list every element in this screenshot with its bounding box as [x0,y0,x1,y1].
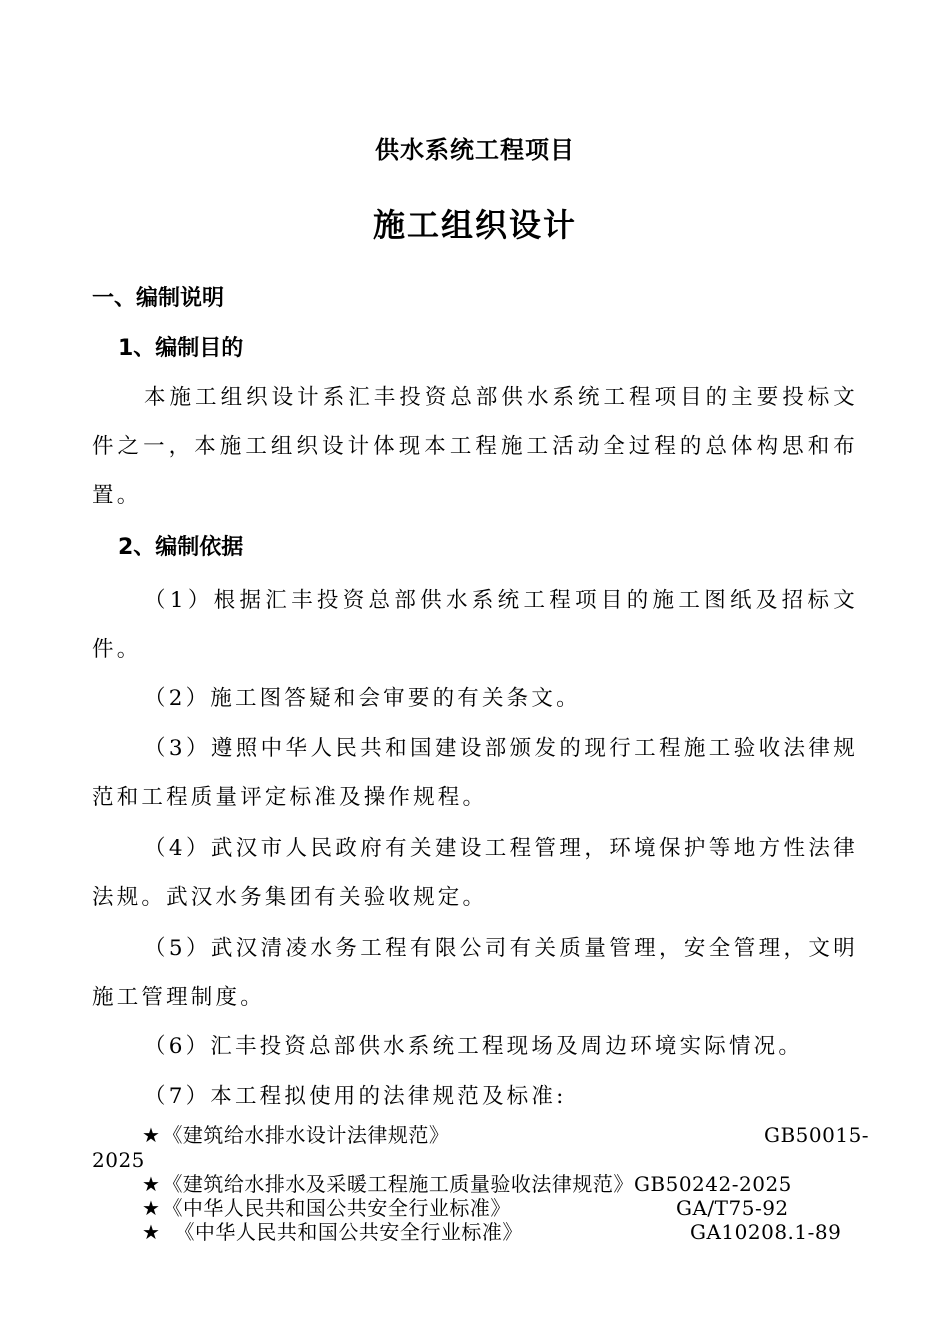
standard-name: 《建筑给水排水及采暖工程施工质量验收法律规范》 [162,1172,634,1196]
basis-item-1: （1）根据汇丰投资总部供水系统工程项目的施工图纸及招标文件。 [92,588,858,662]
standard-name: 《中华人民共和国公共安全行业标准》 [162,1196,511,1220]
standard-code: GA10208.1-89 [690,1220,842,1244]
star-icon: ★ [142,1123,161,1147]
basis-item-7: （7）本工程拟使用的法律规范及标准: [144,1084,567,1109]
standard-entry-3 [142,1196,511,1220]
section-heading-compilation-notes: 一、编制说明 [92,286,225,311]
standard-code: GA/T75-92 [676,1196,789,1220]
standard-code: GB50015- [764,1123,870,1147]
basis-item-4: （4）武汉市人民政府有关建设工程管理，环境保护等地方性法律法规。武汉水务集团有关验收规定。 [92,836,858,910]
subsection-heading-purpose: 1、编制目的 [118,336,244,361]
subsection-heading-basis: 2、编制依据 [118,535,244,560]
standard-name: 《中华人民共和国公共安全行业标准》 [174,1220,523,1244]
basis-item-6: （6）汇丰投资总部供水系统工程现场及周边环境实际情况。 [144,1034,804,1059]
standard-entry-1 [142,1123,449,1147]
standard-name: 《建筑给水排水设计法律规范》 [162,1123,450,1147]
standard-entry-4 [142,1220,523,1244]
star-icon: ★ [142,1220,161,1244]
basis-item-3: （3）遵照中华人民共和国建设部颁发的现行工程施工验收法律规范和工程质量评定标准及操作规程。 [92,736,858,810]
basis-item-5: （5）武汉清凌水务工程有限公司有关质量管理，安全管理，文明施工管理制度。 [92,936,858,1010]
purpose-paragraph: 本施工组织设计系汇丰投资总部供水系统工程项目的主要投标文件之一，本施工组织设计体现本工程施工活动全过程的总体构思和布置。 [92,385,858,508]
document-title-line2: 施工组织设计 [372,206,577,244]
standard-entry-2 [142,1172,792,1196]
star-icon: ★ [142,1172,161,1196]
standard-code-continued: 2025 [92,1148,145,1172]
document-title-line1: 供水系统工程项目 [375,136,575,164]
basis-item-2: （2）施工图答疑和会审要的有关条文。 [144,686,581,711]
standard-code: GB50242-2025 [633,1172,792,1196]
star-icon: ★ [142,1196,161,1220]
